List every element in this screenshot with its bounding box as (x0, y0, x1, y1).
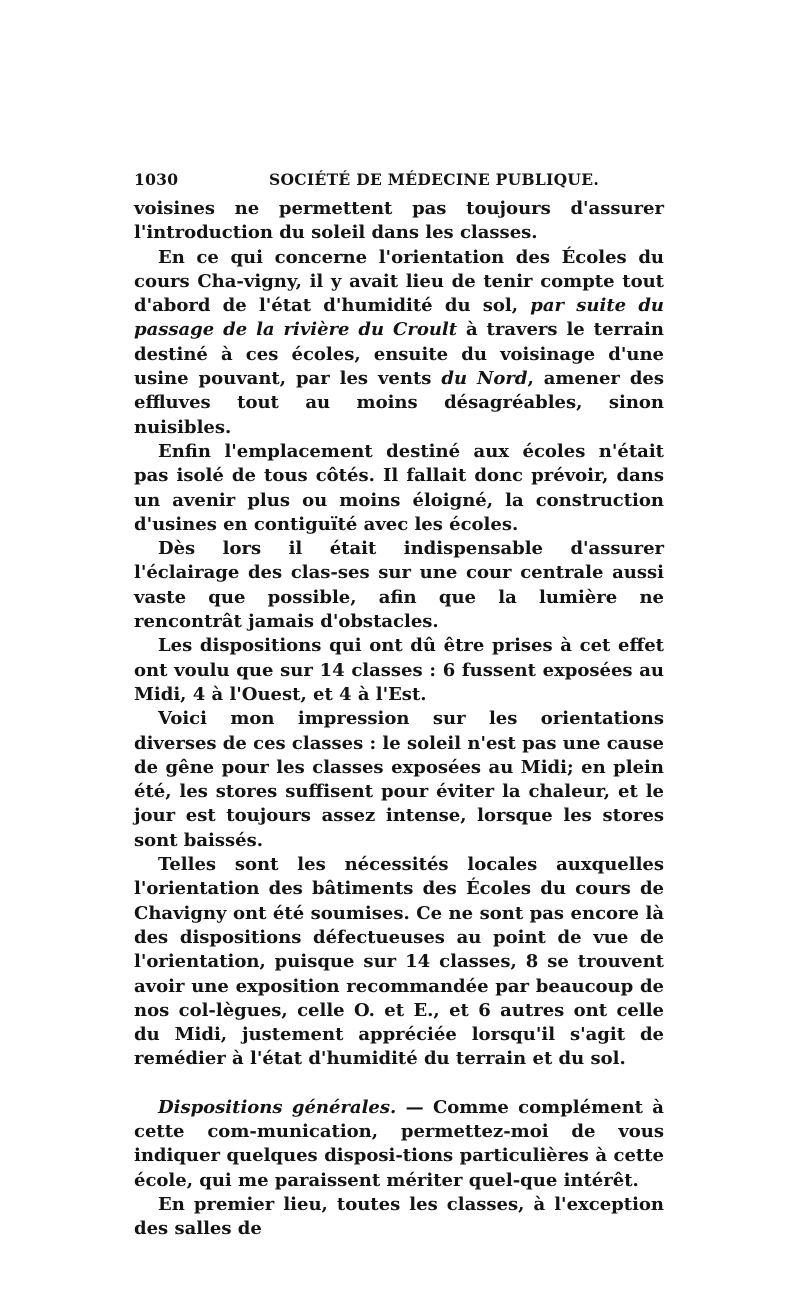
text-span: , amener des effluves tout au moins désagréables, sinon nuisibles. (134, 368, 664, 438)
paragraph-impression: Voici mon impression sur les orientations diverses de ces classes : le soleil n'est pas une cause de gêne pour les classes exposées au Midi; en plein été, les stores suffisent pour éviter la chaleur, et le jour est toujours assez intense, lorsque les stores sont baissés. (134, 708, 664, 851)
text-span: En ce qui concerne l'orientation des Écoles du cours Cha-vigny, il y avait lieu de tenir compte tout d'abord de l'état d'humidité du sol, (134, 246, 664, 317)
paragraph-dispositions-generales (134, 1096, 664, 1193)
text-span: — Comme complément à cette com-munication, permettez-moi de vous indiquer quelques disposi-tions particulières à cette école, qui me paraissent mériter quel-que intérêt. (134, 1096, 664, 1191)
running-title: SOCIÉTÉ DE MÉDECINE PUBLIQUE. (269, 170, 600, 189)
paragraph-necessites: Telles sont les nécessités locales auxquelles l'orientation des bâtiments des Écoles du cours de Chavigny ont été soumises. Ce ne sont pas encore là des dispositions défectueuses au point de vue de l'orientation, puisque sur 14 classes, 8 se trouvent avoir une exposition recommandée par beaucoup de nos col-lègues, celle O. et E., et 6 autres ont celle du Midi, justement appréciée lorsqu'il s'agit de remédier à l'état d'humidité du terrain et du sol. (134, 854, 664, 1070)
paragraph-dispositions: Les dispositions qui ont dû être prises à cet effet ont voulu que sur 14 classes : 6 fussent exposées au Midi, 4 à l'Ouest, et 4 à l'Est. (134, 635, 664, 705)
emphasis-riviere: par suite du passage de la rivière du Croult (134, 295, 664, 341)
paragraph-orientation-ecoles (134, 246, 664, 440)
body-text (134, 197, 664, 1241)
paragraph-continuation: voisines ne permettent pas toujours d'assurer l'introduction du soleil dans les classes. (134, 198, 664, 244)
emphasis-nord: du Nord (441, 368, 528, 390)
text-span: à travers le terrain destiné à ces écoles, ensuite du voisinage d'une usine pouvant, par les vents (134, 319, 664, 390)
paragraph-emplacement: Enfin l'emplacement destiné aux écoles n'était pas isolé de tous côtés. Il fallait donc prévoir, dans un avenir plus ou moins éloigné, la construction d'usines en contiguïté avec les écoles. (134, 440, 664, 535)
paragraph-premier-lieu: En premier lieu, toutes les classes, à l'exception des salles de (134, 1193, 664, 1240)
page-number: 1030 (134, 170, 179, 189)
running-header (132, 170, 667, 192)
paragraph-eclairage: Dès lors il était indispensable d'assurer l'éclairage des clas-ses sur une cour centrale aussi vaste que possible, afin que la lumière ne rencontrât jamais d'obstacles. (134, 538, 664, 633)
section-heading: Dispositions générales. (158, 1096, 397, 1118)
